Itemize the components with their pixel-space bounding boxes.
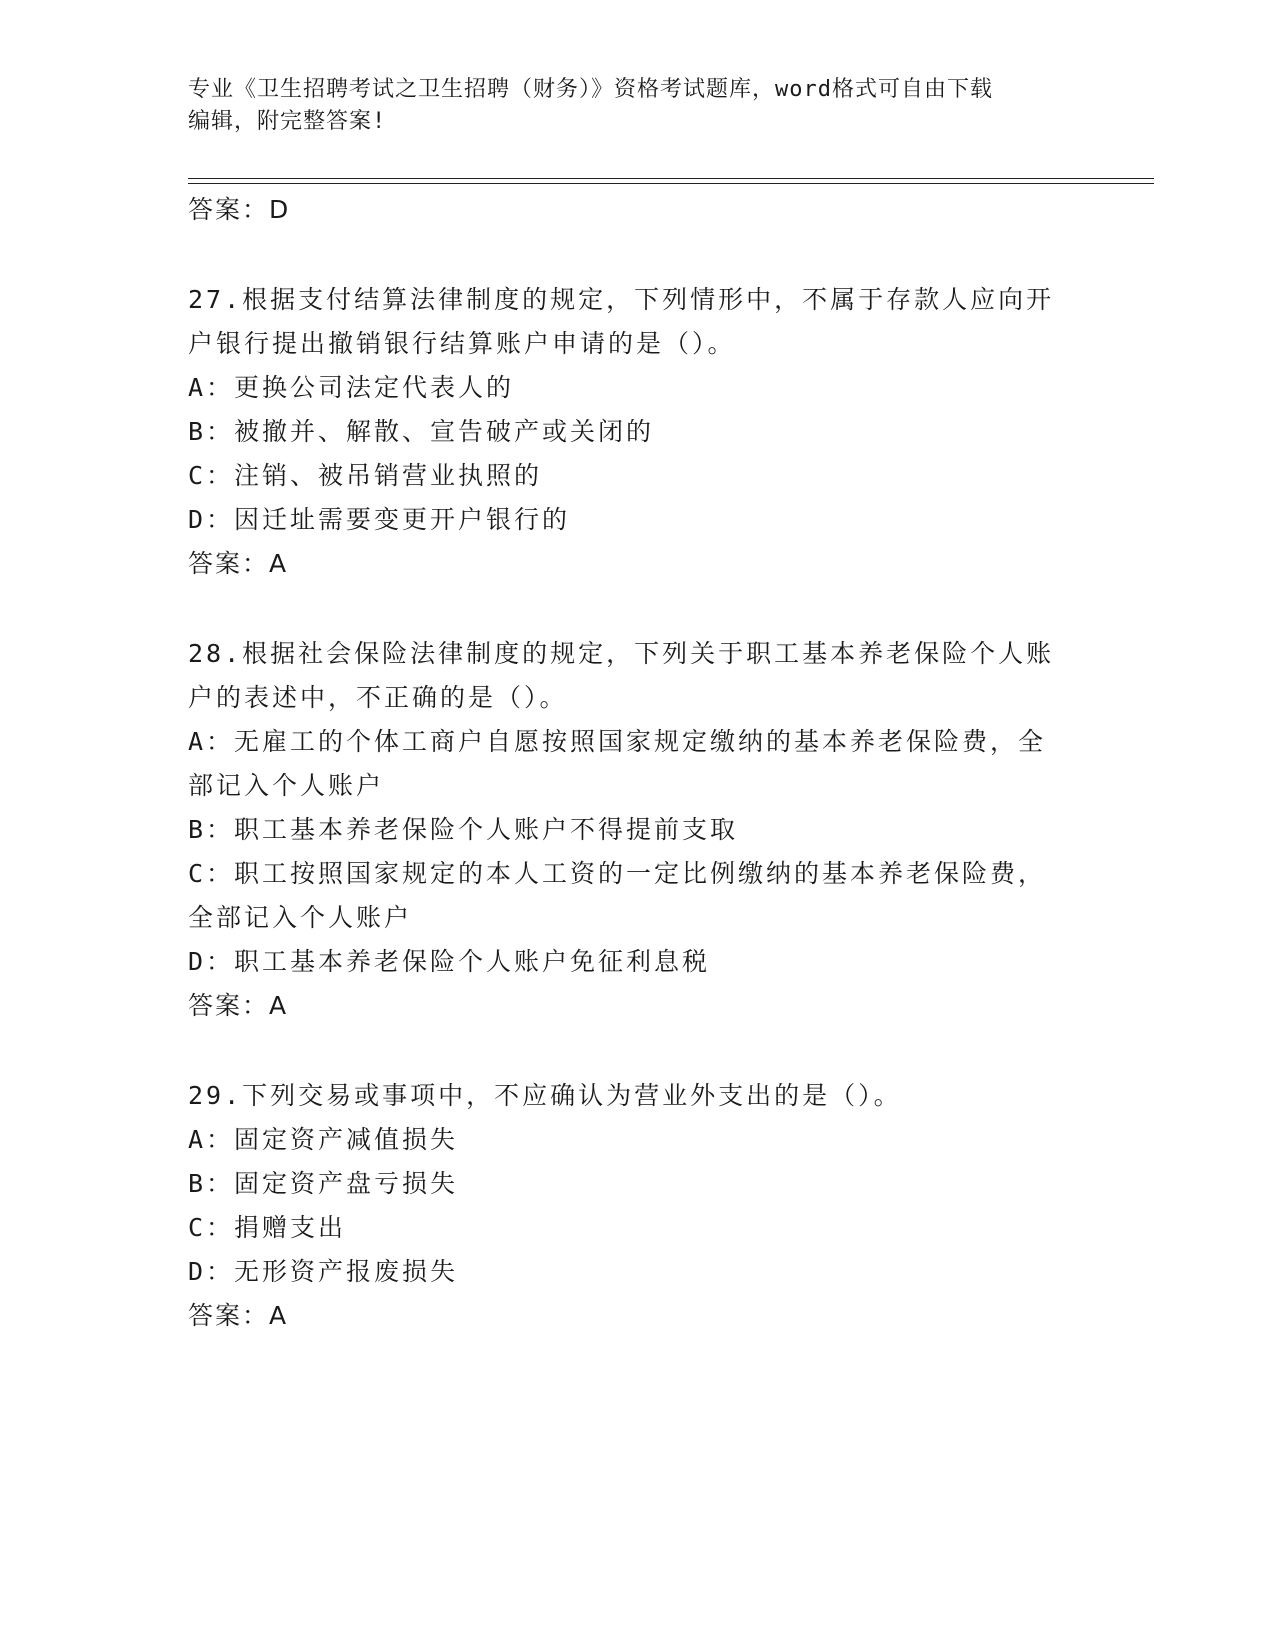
question-27-option-d: D：因迁址需要变更开户银行的 <box>188 505 571 534</box>
question-27-option-c: C：注销、被吊销营业执照的 <box>188 461 543 490</box>
previous-answer: 答案：D <box>188 195 291 224</box>
question-28-option-c-2: 全部记入个人账户 <box>188 903 413 932</box>
question-29-stem-1: 29.下列交易或事项中，不应确认为营业外支出的是（）。 <box>188 1081 902 1110</box>
question-27-option-a: A：更换公司法定代表人的 <box>188 373 515 402</box>
question-27-answer: 答案：A <box>188 549 289 578</box>
question-28-option-a-1: A：无雇工的个体工商户自愿按照国家规定缴纳的基本养老保险费，全 <box>188 727 1047 756</box>
header-line-1: 专业《卫生招聘考试之卫生招聘（财务）》资格考试题库，word格式可自由下载 <box>188 77 993 102</box>
header-divider-bottom <box>188 183 1154 184</box>
question-29-option-a: A：固定资产减值损失 <box>188 1125 459 1154</box>
question-29-option-c: C：捐赠支出 <box>188 1213 347 1242</box>
header-divider-top <box>188 178 1154 179</box>
document-header <box>188 74 1088 138</box>
question-29-answer: 答案：A <box>188 1301 289 1330</box>
question-28-answer: 答案：A <box>188 991 289 1020</box>
question-27-stem-1: 27.根据支付结算法律制度的规定，下列情形中，不属于存款人应向开 <box>188 285 1055 314</box>
question-28-stem-1: 28.根据社会保险法律制度的规定，下列关于职工基本养老保险个人账 <box>188 639 1055 668</box>
question-28-option-a-2: 部记入个人账户 <box>188 771 385 800</box>
question-28-option-c-1: C：职工按照国家规定的本人工资的一定比例缴纳的基本养老保险费， <box>188 859 1047 888</box>
question-28-option-d: D：职工基本养老保险个人账户免征利息税 <box>188 947 711 976</box>
question-27-stem-2: 户银行提出撤销银行结算账户申请的是（）。 <box>188 329 736 358</box>
question-28-option-b: B：职工基本养老保险个人账户不得提前支取 <box>188 815 739 844</box>
question-27-option-b: B：被撤并、解散、宣告破产或关闭的 <box>188 417 655 446</box>
header-line-2: 编辑，附完整答案! <box>188 109 387 134</box>
question-29-option-b: B：固定资产盘亏损失 <box>188 1169 459 1198</box>
question-29-option-d: D：无形资产报废损失 <box>188 1257 459 1286</box>
question-28-stem-2: 户的表述中，不正确的是（）。 <box>188 683 568 712</box>
